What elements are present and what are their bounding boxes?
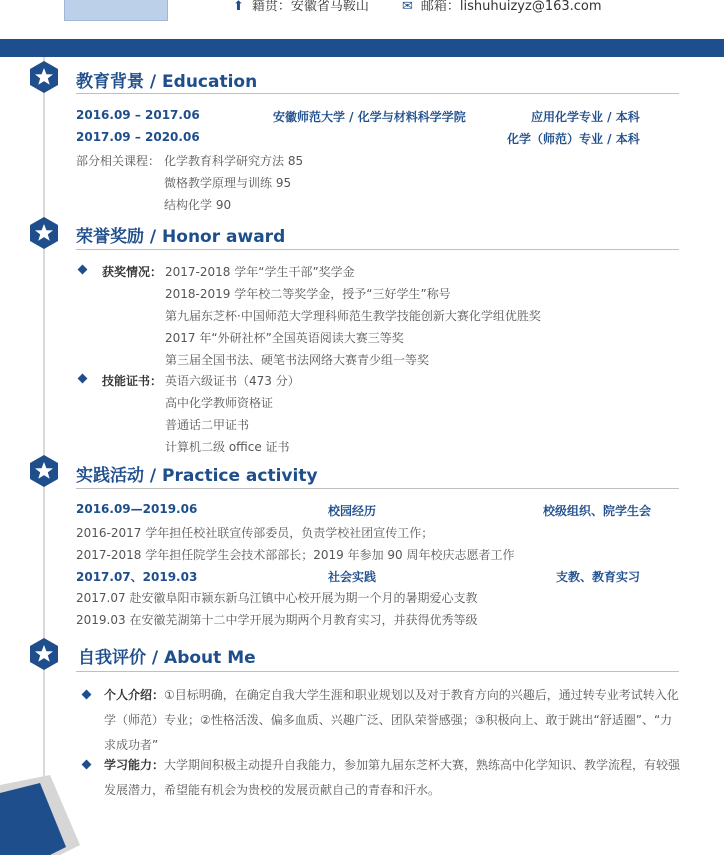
skill-item: 普通话二甲证书 xyxy=(165,418,250,432)
award-item: 2017-2018 学年“学生干部”奖学金 xyxy=(165,265,355,279)
skill-item: 英语六级证书（473 分） xyxy=(165,374,300,388)
intro-label: 个人介绍： xyxy=(104,688,165,702)
email[interactable] xyxy=(402,0,602,14)
edu-date: 2017.09 – 2020.06 xyxy=(76,130,200,144)
native-place-text: 籍贯：安徽省马鞍山 xyxy=(251,0,369,14)
practice-type: 社会实践 xyxy=(328,570,377,584)
star-icon xyxy=(28,61,60,93)
section-title-practice: 实践活动 / Practice activity xyxy=(76,466,318,486)
skill-item: 计算机二级 office 证书 xyxy=(165,440,290,454)
practice-line: 2016-2017 学年担任校社联宣传部委员，负责学校社团宣传工作； xyxy=(76,526,434,540)
section-title-education: 教育背景 / Education xyxy=(76,72,258,92)
bullet-diamond-icon xyxy=(82,760,92,770)
practice-date: 2016.09—2019.06 xyxy=(76,502,198,516)
skill-item: 高中化学教师资格证 xyxy=(165,396,274,410)
practice-org: 支教、教育实习 xyxy=(556,570,641,584)
course-item: 结构化学 90 xyxy=(164,198,232,212)
profile-photo xyxy=(64,0,168,21)
corner-decoration xyxy=(0,775,80,855)
section-divider xyxy=(76,93,679,94)
edu-major: 化学（师范）专业 / 本科 xyxy=(507,132,640,146)
email-text[interactable]: 邮箱：lishuhuizyz@163.com xyxy=(420,0,602,14)
section-title-honor: 荣誉奖励 / Honor award xyxy=(76,227,286,247)
practice-line: 2019.03 在安徽芜湖第十二中学开展为期两个月教育实习，并获得优秀等级 xyxy=(76,613,478,627)
course-item: 微格教学原理与训练 95 xyxy=(164,176,292,190)
award-item: 2017 年“外研社杯”全国英语阅读大赛三等奖 xyxy=(165,331,404,345)
native-place xyxy=(233,0,369,14)
mail-icon: ✉ xyxy=(402,0,413,14)
star-icon xyxy=(28,455,60,487)
courses-label: 部分相关课程： xyxy=(76,154,161,168)
ability-label: 学习能力： xyxy=(104,758,165,772)
bullet-diamond-icon xyxy=(78,265,88,275)
award-item: 2018-2019 学年校二等奖学金，授予“三好学生”称号 xyxy=(165,287,451,301)
top-banner xyxy=(0,39,724,57)
course-item: 化学教育科学研究方法 85 xyxy=(164,154,304,168)
intro-paragraph xyxy=(104,683,682,758)
award-item: 第三届全国书法、硬笔书法网络大赛青少组一等奖 xyxy=(165,353,430,367)
intro-text: ①目标明确，在确定自我大学生涯和职业规划以及对于教育方向的兴趣后，通过转专业考试转入化学（师范）专业；②性格活泼、偏多血质、兴趣广泛、团队荣誉感强；③积极向上、敢于跳出“舒适圈”、“力求成功者” xyxy=(104,688,679,752)
practice-line: 2017.07 赴安徽阜阳市颍东新乌江镇中心校开展为期一个月的暑期爱心支教 xyxy=(76,591,478,605)
section-divider xyxy=(76,671,679,672)
edu-major: 应用化学专业 / 本科 xyxy=(531,110,640,124)
bullet-diamond-icon xyxy=(82,690,92,700)
edu-date: 2016.09 – 2017.06 xyxy=(76,108,200,122)
star-icon xyxy=(28,217,60,249)
practice-date: 2017.07、2019.03 xyxy=(76,570,198,584)
bullet-diamond-icon xyxy=(78,374,88,384)
section-title-about: 自我评价 / About Me xyxy=(78,648,256,668)
section-divider xyxy=(76,249,679,250)
star-icon xyxy=(28,638,60,670)
skills-label: 技能证书： xyxy=(102,374,163,388)
practice-line: 2017-2018 学年担任院学生会技术部部长；2019 年参加 90 周年校庆志愿者工作 xyxy=(76,548,515,562)
award-item: 第九届东芝杯·中国师范大学理科师范生教学技能创新大赛化学组优胜奖 xyxy=(165,309,541,323)
practice-org: 校级组织、院学生会 xyxy=(543,504,652,518)
section-divider xyxy=(76,488,679,489)
ability-paragraph xyxy=(104,753,682,803)
location-icon: ⬆ xyxy=(233,0,244,14)
ability-text: 大学期间积极主动提升自我能力，参加第九届东芝杯大赛，熟练高中化学知识、教学流程，有较强发展潜力，希望能有机会为贵校的发展贡献自己的青春和汗水。 xyxy=(104,758,681,797)
practice-type: 校园经历 xyxy=(328,504,377,518)
awards-label: 获奖情况： xyxy=(102,265,163,279)
edu-school: 安徽师范大学 / 化学与材料科学学院 xyxy=(273,110,466,124)
